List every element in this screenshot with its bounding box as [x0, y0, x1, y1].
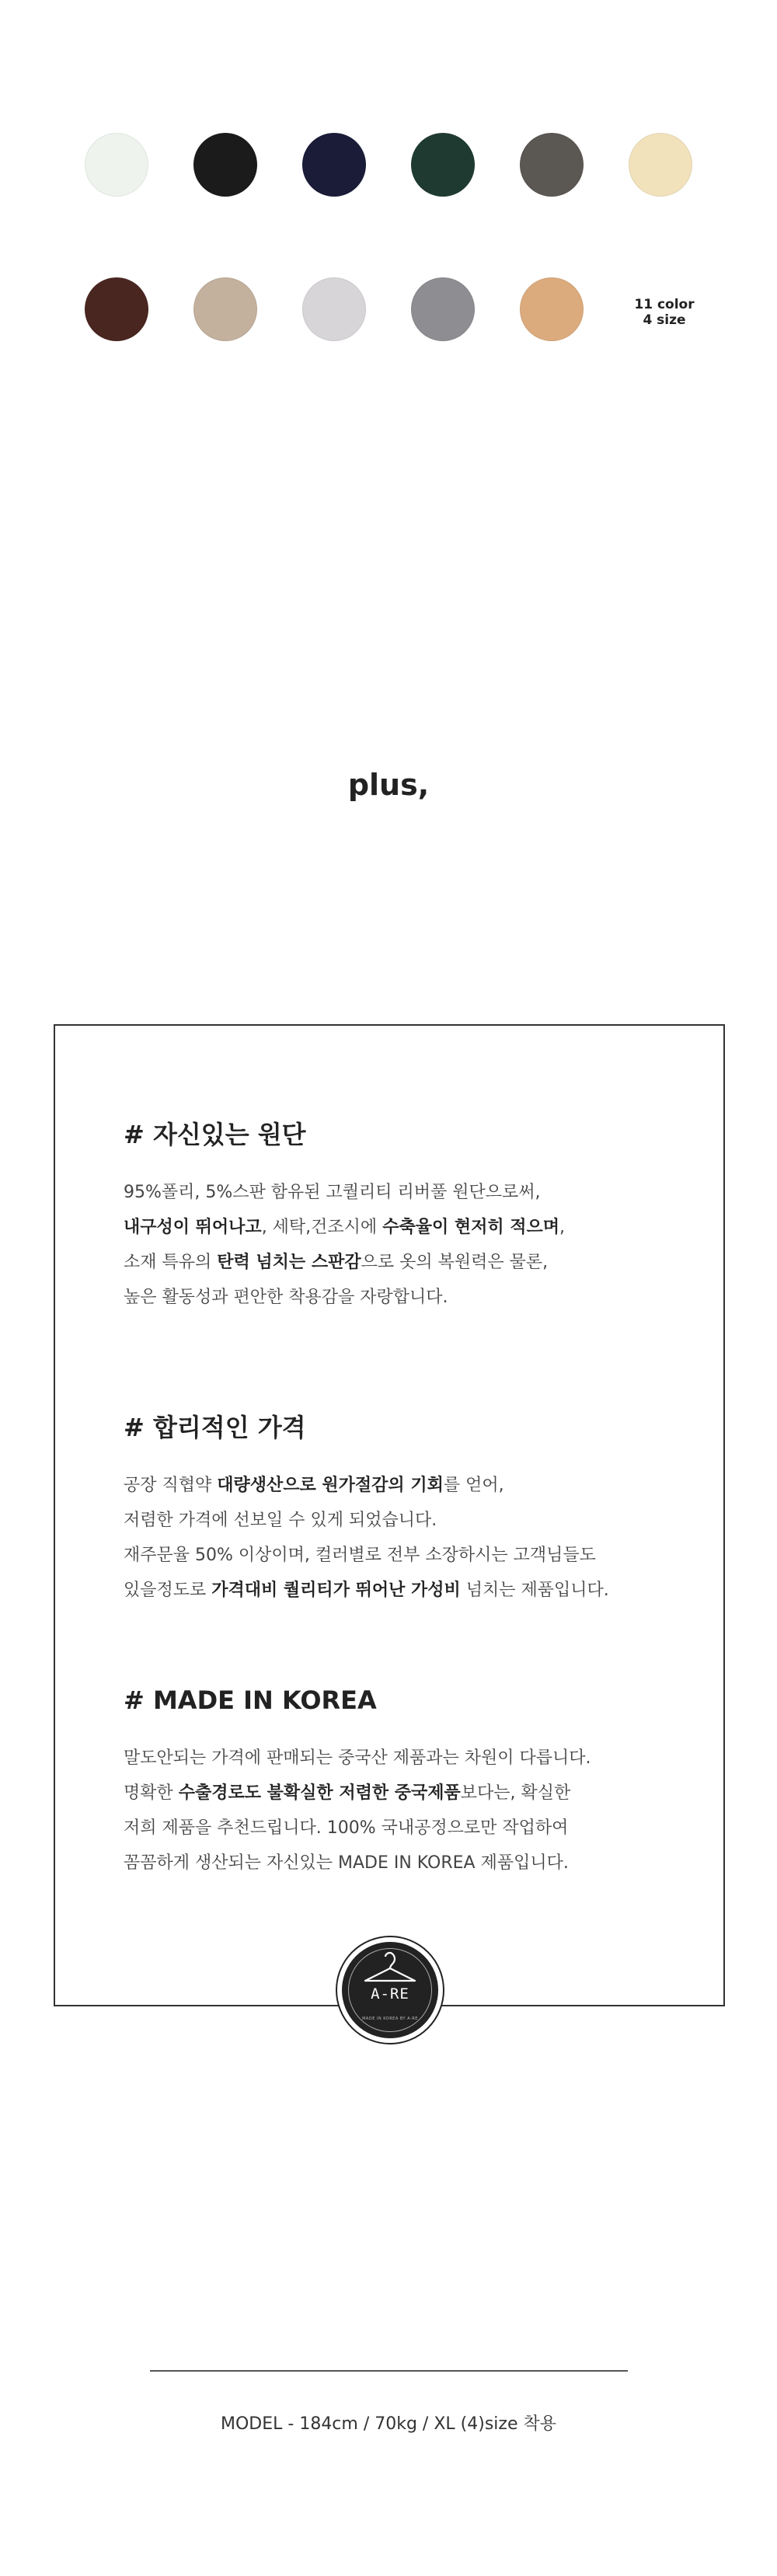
section-line	[124, 1468, 699, 1503]
hanger-icon	[362, 1950, 418, 1985]
logo-subtext: MADE IN KOREA BY A-RE	[362, 2017, 418, 2021]
color-swatch	[85, 133, 148, 197]
section-line	[124, 1210, 699, 1245]
emphasis-text: 탄력 넘치는 스판감	[217, 1253, 361, 1272]
color-swatch	[411, 133, 475, 197]
body-text: 저희 제품을 추천드립니다. 100% 국내공정으로만 작업하여	[124, 1818, 569, 1838]
color-swatch	[193, 277, 257, 341]
color-swatch	[629, 133, 692, 197]
color-swatch	[520, 277, 584, 341]
color-swatch	[411, 277, 475, 341]
section-made-in-korea	[124, 1685, 699, 1881]
color-size-count	[629, 297, 699, 328]
body-text: 보다는, 확실한	[460, 1783, 571, 1803]
body-text: 말도안되는 가격에 판매되는 중국산 제품과는 차원이 다릅니다.	[124, 1748, 591, 1768]
body-text: 공장 직협약	[124, 1476, 218, 1495]
body-text: 명확한	[124, 1783, 179, 1803]
divider	[150, 2370, 628, 2372]
section-title: # 자신있는 원단	[124, 1120, 306, 1149]
body-text: ,	[559, 1218, 566, 1237]
section-body	[124, 1468, 699, 1608]
section-line	[124, 1573, 699, 1608]
emphasis-text: 가격대비 퀄리티가 뛰어난 가성비	[211, 1581, 461, 1600]
color-swatch	[85, 277, 148, 341]
section-line	[124, 1741, 699, 1776]
body-text: 으로 옷의 복원력은 물론,	[361, 1253, 549, 1272]
section-body	[124, 1741, 699, 1881]
section-line	[124, 1846, 699, 1881]
body-text: 95%폴리, 5%스판 함유된 고퀄리티 리버풀 원단으로써,	[124, 1183, 541, 1202]
emphasis-text: 내구성이 뛰어나고	[124, 1218, 262, 1237]
body-text: 꼼꼼하게 생산되는 자신있는 MADE IN KOREA 제품입니다.	[124, 1853, 569, 1873]
section-line	[124, 1175, 699, 1210]
body-text: 재주문율 50% 이상이며, 컬러별로 전부 소장하시는 고객님들도	[124, 1546, 596, 1565]
color-swatch	[520, 133, 584, 197]
section-price	[124, 1412, 699, 1608]
plus-heading: plus,	[347, 768, 430, 802]
section-body	[124, 1175, 699, 1315]
body-text: 저렴한 가격에 선보일 수 있게 되었습니다.	[124, 1511, 437, 1530]
emphasis-text: 수출경로도 불확실한 저렴한 중국제품	[178, 1783, 461, 1803]
section-line	[124, 1503, 699, 1538]
size-count: 4 size	[643, 312, 686, 328]
body-text: 높은 활동성과 편안한 착용감을 자랑합니다.	[124, 1288, 448, 1307]
emphasis-text: 대량생산으로 원가절감의 기회	[217, 1476, 444, 1495]
color-swatch	[302, 277, 366, 341]
body-text: 있을정도로	[124, 1581, 212, 1600]
logo-text: A-RE	[371, 1985, 409, 2003]
section-line	[124, 1280, 699, 1315]
section-line	[124, 1776, 699, 1811]
section-line	[124, 1245, 699, 1280]
model-info: MODEL - 184cm / 70kg / XL (4)size 착용	[221, 2414, 556, 2434]
color-swatch	[302, 133, 366, 197]
brand-logo	[337, 1937, 443, 2043]
section-fabric	[124, 1119, 699, 1315]
section-title: # MADE IN KOREA	[124, 1685, 377, 1715]
body-text: 를 얻어,	[443, 1476, 504, 1495]
emphasis-text: 수축율이 현저히 적으며	[382, 1218, 560, 1237]
color-swatch	[193, 133, 257, 197]
body-text: 소재 특유의	[124, 1253, 218, 1272]
color-count: 11 color	[634, 297, 695, 312]
body-text: , 세탁,건조시에	[261, 1218, 383, 1237]
section-title: # 합리적인 가격	[124, 1413, 306, 1442]
section-line	[124, 1811, 699, 1846]
body-text: 넘치는 제품입니다.	[460, 1581, 609, 1600]
section-line	[124, 1538, 699, 1573]
